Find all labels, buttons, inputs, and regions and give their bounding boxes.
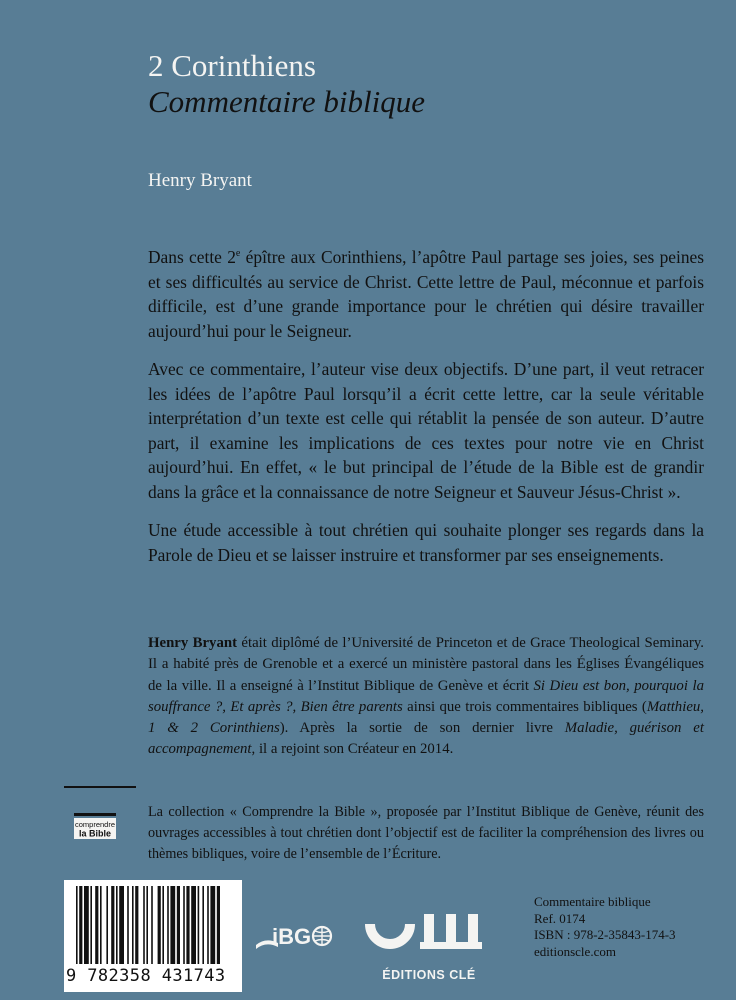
barcode-bar bbox=[111, 886, 114, 964]
author-bio: Henry Bryant était diplômé de l’Université de Princeton et de Grace Theological Seminary. Il a habité près de Grenoble et a exercé un ministère pastoral dans les Églises Évangéliques de la ville. Il a enseigné à l’Institut Biblique de Genève et écrit Si Dieu est bon, pourquoi la souffrance ?, Et après ?, Bien être parents ainsi que trois commentaires bibliques (Matthieu, 1 & 2 Corinthiens). Après la sortie de son dernier livre Maladie, guérison et accompagnement, il a rejoint son Créateur en 2014. bbox=[148, 635, 705, 758]
ibg-logo bbox=[252, 915, 336, 955]
info-collection: Commentaire biblique bbox=[534, 894, 651, 909]
info-isbn: ISBN : 978-2-35843-174-3 bbox=[534, 927, 676, 942]
barcode-bar bbox=[210, 886, 215, 964]
barcode-bar bbox=[84, 886, 89, 964]
bio-commentaries: Matthieu, 1 & 2 Corinthiens bbox=[148, 698, 704, 737]
barcode-bar bbox=[191, 886, 196, 964]
barcode-bar bbox=[183, 886, 185, 964]
ibg-logo-text: iBG bbox=[272, 924, 312, 949]
back-cover-blurb bbox=[148, 245, 704, 581]
barcode-bar bbox=[202, 886, 204, 964]
barcode-bar bbox=[127, 886, 129, 964]
book-title: 2 Corinthiens bbox=[148, 48, 316, 83]
barcode-bar bbox=[162, 886, 164, 964]
author-name: Henry Bryant bbox=[148, 170, 252, 191]
blurb-paragraph-3: Une étude accessible à tout chrétien qui souhaite plonger ses regards dans la Parole de Dieu et se laisser instruire et transformer par ses enseignements. bbox=[148, 520, 704, 565]
blurb-paragraph-1: Dans cette 2e épître aux Corinthiens, l’apôtre Paul partage ses joies, ses peines et ses difficultés au service de Christ. Cette lettre de Paul, méconnue et parfois difficile, est d’une grande importance pour le chrétien qui désire travailler aujourd’hui pour le Seigneur. bbox=[148, 247, 704, 341]
barcode-bar bbox=[100, 886, 102, 964]
barcode-bar bbox=[198, 886, 200, 964]
barcode-bar bbox=[95, 886, 98, 964]
blurb-paragraph-2: Avec ce commentaire, l’auteur vise deux objectifs. D’une part, il veut retracer les idées de l’apôtre Paul lorsqu’il a écrit cette lettre, car la seule véritable interprétation d’un texte est celle qui rétablit la pensée de son auteur. D’autre part, il examine les implications de ces textes pour notre vie en Christ aujourd’hui. En effet, « le but principal de l’étude de la Bible est de grandir dans la grâce et la connaissance de notre Seigneur et Sauveur Jésus-Christ ». bbox=[148, 359, 704, 502]
divider-rule bbox=[64, 786, 136, 788]
barcode-bar bbox=[177, 886, 180, 964]
bio-book-titles: Si Dieu est bon, pourquoi la souffrance ?, Et après ?, Bien être parents bbox=[148, 677, 704, 715]
barcode-bar bbox=[217, 886, 220, 964]
barcode-bar bbox=[106, 886, 108, 964]
bio-last-book: Maladie, guérison et accompagnement bbox=[148, 720, 704, 758]
barcode-bar bbox=[135, 886, 138, 964]
barcode-bar bbox=[207, 886, 209, 964]
barcode-bar bbox=[119, 886, 124, 964]
series-logo-line1: comprendre bbox=[74, 820, 116, 829]
info-website: editionscle.com bbox=[534, 943, 616, 959]
barcode-bar bbox=[186, 886, 189, 964]
book-subtitle: Commentaire biblique bbox=[148, 84, 425, 119]
barcode-bar bbox=[116, 886, 118, 964]
barcode-bar bbox=[151, 886, 153, 964]
barcode-bar bbox=[79, 886, 82, 964]
barcode-bar bbox=[146, 886, 148, 964]
publication-info bbox=[534, 894, 676, 960]
barcode-bar bbox=[170, 886, 175, 964]
info-ref: Ref. 0174 bbox=[534, 910, 586, 926]
barcode-bar bbox=[143, 886, 145, 964]
barcode-digits: 9 782358 431743 bbox=[66, 966, 226, 986]
barcode-bar bbox=[167, 886, 169, 964]
barcode-bar bbox=[90, 886, 92, 964]
barcode-bar bbox=[76, 886, 78, 964]
comprendre-la-bible-logo bbox=[73, 812, 117, 842]
barcode-bar bbox=[132, 886, 134, 964]
barcode-bar bbox=[158, 886, 161, 964]
series-logo-line2: la Bible bbox=[78, 828, 112, 839]
editions-cle-wordmark: ÉDITIONS CLÉ bbox=[382, 968, 476, 982]
collection-description: La collection « Comprendre la Bible », proposée par l’Institut Biblique de Genève, réunit des ouvrages accessibles à tout chrétien dont l’objectif est de faciliter la compréhension des livres ou thèmes bibliques, voire de l’ensemble de l’Écriture. bbox=[148, 804, 704, 863]
bio-author-name: Henry Bryant bbox=[148, 635, 238, 651]
